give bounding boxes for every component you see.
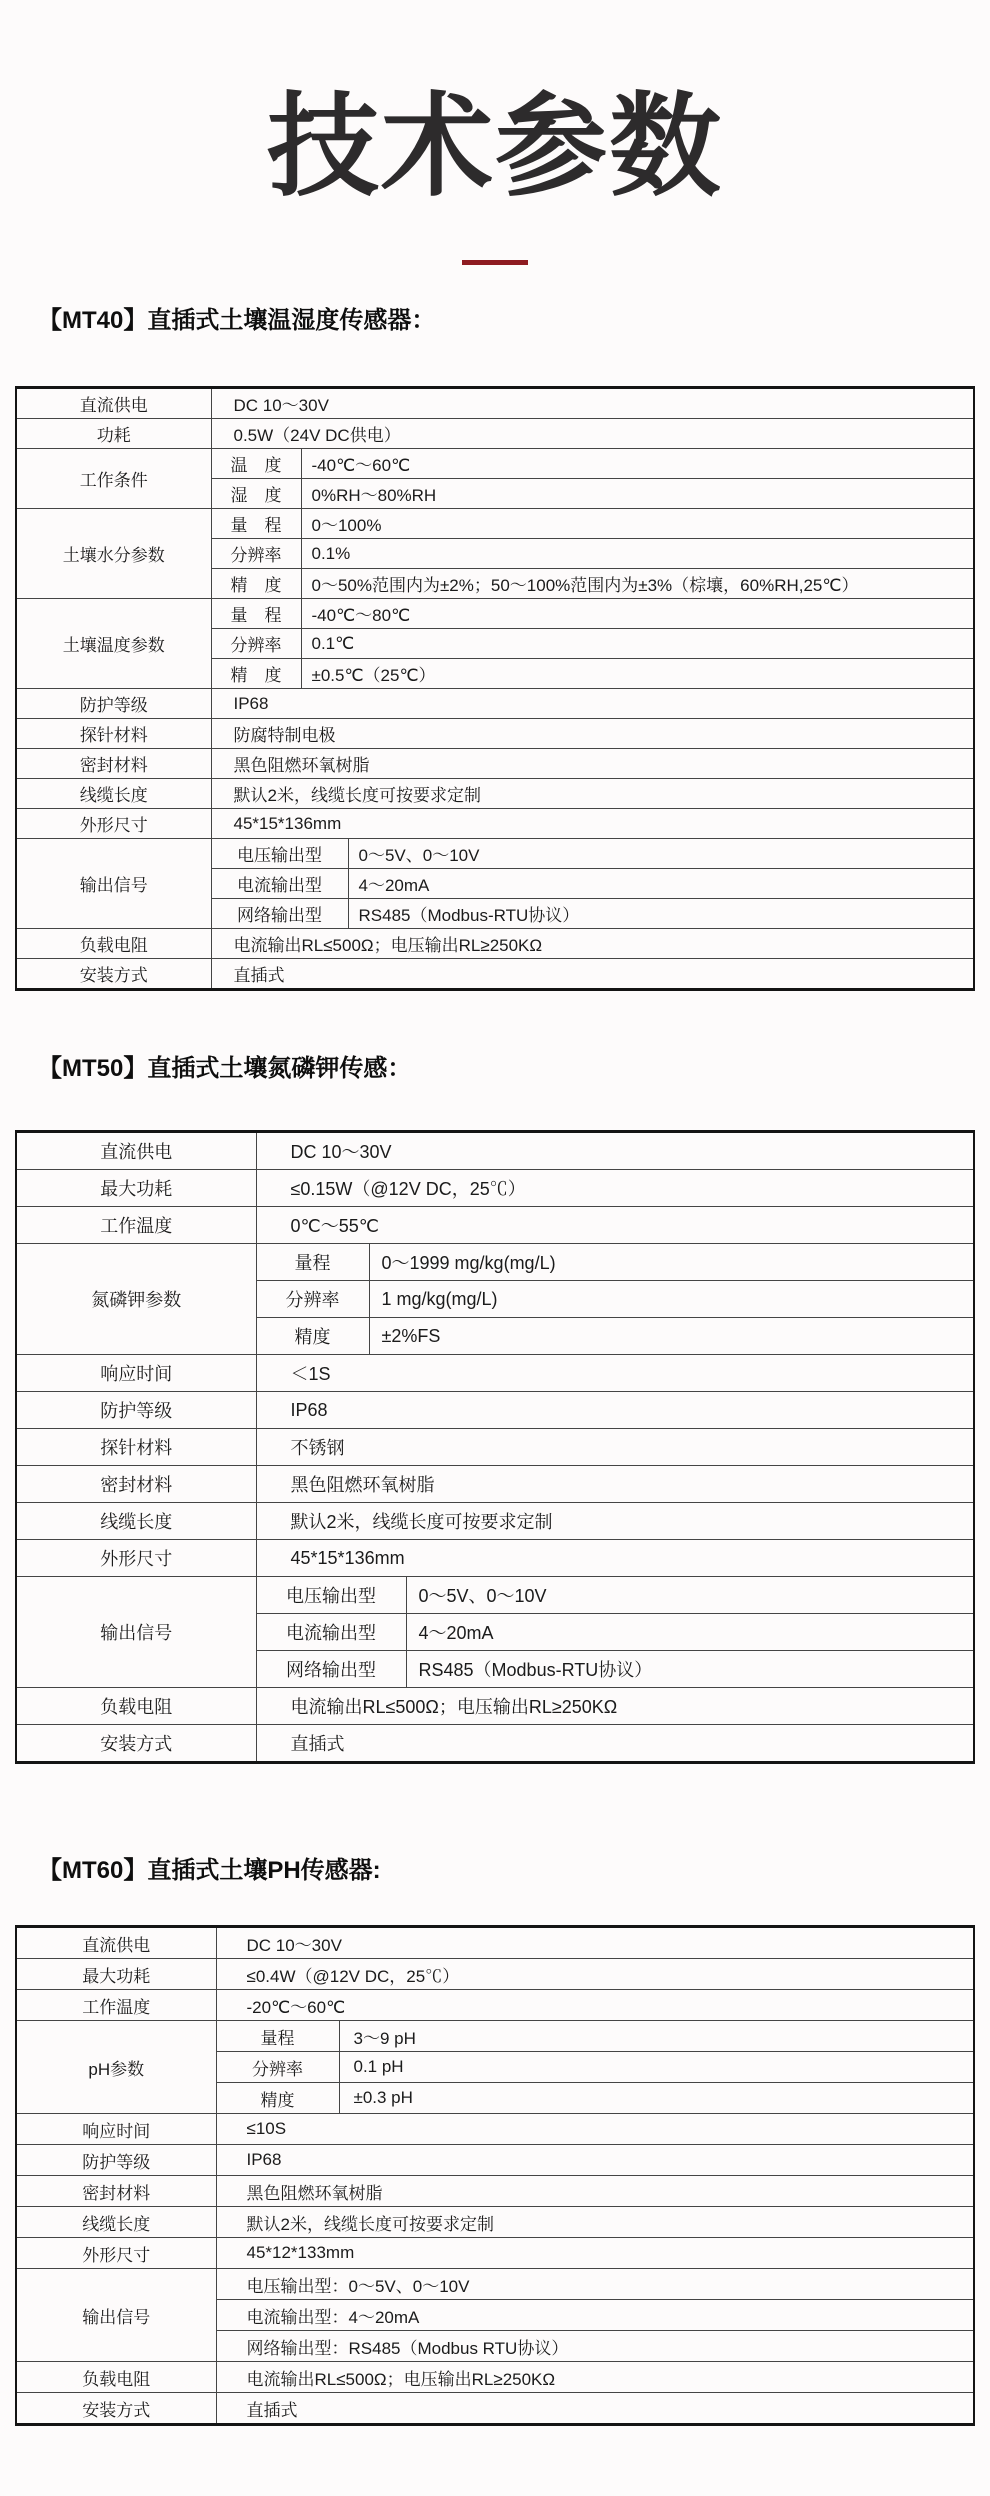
table-row bbox=[16, 1725, 974, 1763]
row-value: 0.1% bbox=[301, 539, 974, 569]
row-value: 0.1 pH bbox=[339, 2052, 974, 2083]
table-row bbox=[16, 2393, 974, 2425]
row-label: 输出信号 bbox=[16, 839, 211, 929]
table-row bbox=[16, 1577, 974, 1614]
row-sublabel: 网络输出型 bbox=[256, 1651, 406, 1688]
row-value: 直插式 bbox=[216, 2393, 974, 2425]
table-row bbox=[16, 1990, 974, 2021]
row-label: 响应时间 bbox=[16, 1355, 256, 1392]
table-row bbox=[16, 2362, 974, 2393]
row-sublabel: 精度 bbox=[256, 1318, 369, 1355]
table-row bbox=[16, 599, 974, 629]
table-row bbox=[16, 2207, 974, 2238]
row-label: 最大功耗 bbox=[16, 1959, 216, 1990]
row-label: 功耗 bbox=[16, 419, 211, 449]
row-value: 0～5V、0～10V bbox=[348, 839, 974, 869]
row-sublabel: 电流输出型 bbox=[211, 869, 348, 899]
row-value: 4～20mA bbox=[348, 869, 974, 899]
row-value: IP68 bbox=[216, 2145, 974, 2176]
row-sublabel: 量程 bbox=[256, 1244, 369, 1281]
row-sublabel: 分辨率 bbox=[211, 539, 301, 569]
table-row bbox=[16, 779, 974, 809]
row-label: 直流供电 bbox=[16, 1927, 216, 1959]
table-row bbox=[16, 1540, 974, 1577]
table-row bbox=[16, 2269, 974, 2300]
table-row bbox=[16, 1429, 974, 1466]
row-label: 安装方式 bbox=[16, 1725, 256, 1763]
row-value: ≤10S bbox=[216, 2114, 974, 2145]
row-value: 0℃～55℃ bbox=[256, 1207, 974, 1244]
table-row bbox=[16, 1503, 974, 1540]
row-value: 0～100% bbox=[301, 509, 974, 539]
row-label: 探针材料 bbox=[16, 719, 211, 749]
table-row bbox=[16, 509, 974, 539]
row-value: 45*12*133mm bbox=[216, 2238, 974, 2269]
row-value: 默认2米，线缆长度可按要求定制 bbox=[211, 779, 974, 809]
row-sublabel: 网络输出型 bbox=[211, 899, 348, 929]
row-label: 密封材料 bbox=[16, 749, 211, 779]
row-label: 输出信号 bbox=[16, 1577, 256, 1688]
row-label: 负载电阻 bbox=[16, 929, 211, 959]
row-value: 1 mg/kg(mg/L) bbox=[369, 1281, 974, 1318]
row-label: 安装方式 bbox=[16, 2393, 216, 2425]
row-value: 电流输出RL≤500Ω；电压输出RL≥250KΩ bbox=[256, 1688, 974, 1725]
row-value: 45*15*136mm bbox=[211, 809, 974, 839]
row-label: 工作条件 bbox=[16, 449, 211, 509]
row-value: 0～1999 mg/kg(mg/L) bbox=[369, 1244, 974, 1281]
row-value: ±2%FS bbox=[369, 1318, 974, 1355]
row-value: 网络输出型：RS485（Modbus RTU协议） bbox=[216, 2331, 974, 2362]
page-title: 技术参数 bbox=[267, 84, 723, 209]
row-value: IP68 bbox=[256, 1392, 974, 1429]
row-sublabel: 精 度 bbox=[211, 659, 301, 689]
row-label: 线缆长度 bbox=[16, 2207, 216, 2238]
row-value: 0～5V、0～10V bbox=[406, 1577, 974, 1614]
table-row bbox=[16, 1688, 974, 1725]
bottom-whitespace bbox=[0, 2426, 990, 2496]
table-row bbox=[16, 2114, 974, 2145]
table-row bbox=[16, 809, 974, 839]
row-label: 直流供电 bbox=[16, 388, 211, 419]
row-label: 响应时间 bbox=[16, 2114, 216, 2145]
table-row bbox=[16, 929, 974, 959]
row-value: -40℃～60℃ bbox=[301, 449, 974, 479]
row-label: 工作温度 bbox=[16, 1207, 256, 1244]
row-value: 0.5W（24V DC供电） bbox=[211, 419, 974, 449]
row-sublabel: 湿 度 bbox=[211, 479, 301, 509]
table-row bbox=[16, 449, 974, 479]
row-sublabel: 分辨率 bbox=[216, 2052, 339, 2083]
row-label: 氮磷钾参数 bbox=[16, 1244, 256, 1355]
row-value: 电压输出型：0～5V、0～10V bbox=[216, 2269, 974, 2300]
row-value: 黑色阻燃环氧树脂 bbox=[216, 2176, 974, 2207]
row-sublabel: 精度 bbox=[216, 2083, 339, 2114]
table-row bbox=[16, 959, 974, 990]
row-value: 默认2米，线缆长度可按要求定制 bbox=[216, 2207, 974, 2238]
row-value: -40℃～80℃ bbox=[301, 599, 974, 629]
row-value: 黑色阻燃环氧树脂 bbox=[211, 749, 974, 779]
row-value: 3～9 pH bbox=[339, 2021, 974, 2052]
row-value: 防腐特制电极 bbox=[211, 719, 974, 749]
row-label: 负载电阻 bbox=[16, 1688, 256, 1725]
mt40-spec-table bbox=[15, 386, 975, 991]
row-value: ≤0.15W（@12V DC，25℃） bbox=[256, 1170, 974, 1207]
table-row bbox=[16, 419, 974, 449]
row-label: 外形尺寸 bbox=[16, 809, 211, 839]
table-row bbox=[16, 719, 974, 749]
row-sublabel: 量程 bbox=[216, 2021, 339, 2052]
row-value: 电流输出RL≤500Ω；电压输出RL≥250KΩ bbox=[216, 2362, 974, 2393]
table-row bbox=[16, 2145, 974, 2176]
row-label: 外形尺寸 bbox=[16, 2238, 216, 2269]
row-value: -20℃～60℃ bbox=[216, 1990, 974, 2021]
row-value: ＜1S bbox=[256, 1355, 974, 1392]
mt60-spec-table bbox=[15, 1925, 975, 2426]
row-label: 最大功耗 bbox=[16, 1170, 256, 1207]
row-label: 土壤水分参数 bbox=[16, 509, 211, 599]
row-value: 4～20mA bbox=[406, 1614, 974, 1651]
row-value: ≤0.4W（@12V DC，25℃） bbox=[216, 1959, 974, 1990]
row-value: DC 10～30V bbox=[256, 1132, 974, 1170]
row-sublabel: 量 程 bbox=[211, 509, 301, 539]
table-row bbox=[16, 1207, 974, 1244]
row-value: 电流输出型：4～20mA bbox=[216, 2300, 974, 2331]
row-label: 安装方式 bbox=[16, 959, 211, 990]
row-label: 工作温度 bbox=[16, 1990, 216, 2021]
row-sublabel: 分辨率 bbox=[211, 629, 301, 659]
row-value: RS485（Modbus-RTU协议） bbox=[406, 1651, 974, 1688]
table-row bbox=[16, 1355, 974, 1392]
row-label: 防护等级 bbox=[16, 689, 211, 719]
row-label: 防护等级 bbox=[16, 1392, 256, 1429]
row-value: DC 10～30V bbox=[211, 388, 974, 419]
row-value: 45*15*136mm bbox=[256, 1540, 974, 1577]
row-value: RS485（Modbus-RTU协议） bbox=[348, 899, 974, 929]
row-label: pH参数 bbox=[16, 2021, 216, 2114]
table-row bbox=[16, 1244, 974, 1281]
section-heading-mt60: 【MT60】直插式土壤PH传感器: bbox=[38, 1857, 381, 1885]
row-value: IP68 bbox=[211, 689, 974, 719]
row-sublabel: 电压输出型 bbox=[256, 1577, 406, 1614]
row-sublabel: 温 度 bbox=[211, 449, 301, 479]
row-value: ±0.5℃（25℃） bbox=[301, 659, 974, 689]
table-row bbox=[16, 689, 974, 719]
table-row bbox=[16, 839, 974, 869]
row-sublabel: 精 度 bbox=[211, 569, 301, 599]
row-label: 线缆长度 bbox=[16, 1503, 256, 1540]
row-value: 直插式 bbox=[256, 1725, 974, 1763]
row-label: 直流供电 bbox=[16, 1132, 256, 1170]
row-value: 不锈钢 bbox=[256, 1429, 974, 1466]
table-row bbox=[16, 2021, 974, 2052]
row-label: 密封材料 bbox=[16, 1466, 256, 1503]
row-value: 0.1℃ bbox=[301, 629, 974, 659]
row-label: 土壤温度参数 bbox=[16, 599, 211, 689]
accent-divider bbox=[462, 260, 528, 265]
table-row bbox=[16, 1132, 974, 1170]
section-heading-mt50: 【MT50】直插式土壤氮磷钾传感： bbox=[38, 1055, 412, 1083]
row-value: DC 10～30V bbox=[216, 1927, 974, 1959]
row-label: 输出信号 bbox=[16, 2269, 216, 2362]
row-sublabel: 量 程 bbox=[211, 599, 301, 629]
table-row bbox=[16, 388, 974, 419]
table-row bbox=[16, 1959, 974, 1990]
row-label: 线缆长度 bbox=[16, 779, 211, 809]
row-label: 密封材料 bbox=[16, 2176, 216, 2207]
row-sublabel: 电流输出型 bbox=[256, 1614, 406, 1651]
row-label: 探针材料 bbox=[16, 1429, 256, 1466]
table-row bbox=[16, 2238, 974, 2269]
row-sublabel: 电压输出型 bbox=[211, 839, 348, 869]
row-value: 默认2米，线缆长度可按要求定制 bbox=[256, 1503, 974, 1540]
row-label: 外形尺寸 bbox=[16, 1540, 256, 1577]
table-row bbox=[16, 749, 974, 779]
row-value: ±0.3 pH bbox=[339, 2083, 974, 2114]
row-value: 0～50%范围内为±2%；50～100%范围内为±3%（棕壤，60%RH,25℃） bbox=[301, 569, 974, 599]
row-label: 负载电阻 bbox=[16, 2362, 216, 2393]
table-row bbox=[16, 1170, 974, 1207]
row-value: 0%RH～80%RH bbox=[301, 479, 974, 509]
table-row bbox=[16, 2176, 974, 2207]
mt50-spec-table bbox=[15, 1130, 975, 1764]
table-row bbox=[16, 1927, 974, 1959]
row-value: 电流输出RL≤500Ω；电压输出RL≥250KΩ bbox=[211, 929, 974, 959]
row-sublabel: 分辨率 bbox=[256, 1281, 369, 1318]
table-row bbox=[16, 1392, 974, 1429]
row-value: 黑色阻燃环氧树脂 bbox=[256, 1466, 974, 1503]
section-heading-mt40: 【MT40】直插式土壤温湿度传感器： bbox=[38, 307, 436, 335]
table-row bbox=[16, 1466, 974, 1503]
row-label: 防护等级 bbox=[16, 2145, 216, 2176]
row-value: 直插式 bbox=[211, 959, 974, 990]
